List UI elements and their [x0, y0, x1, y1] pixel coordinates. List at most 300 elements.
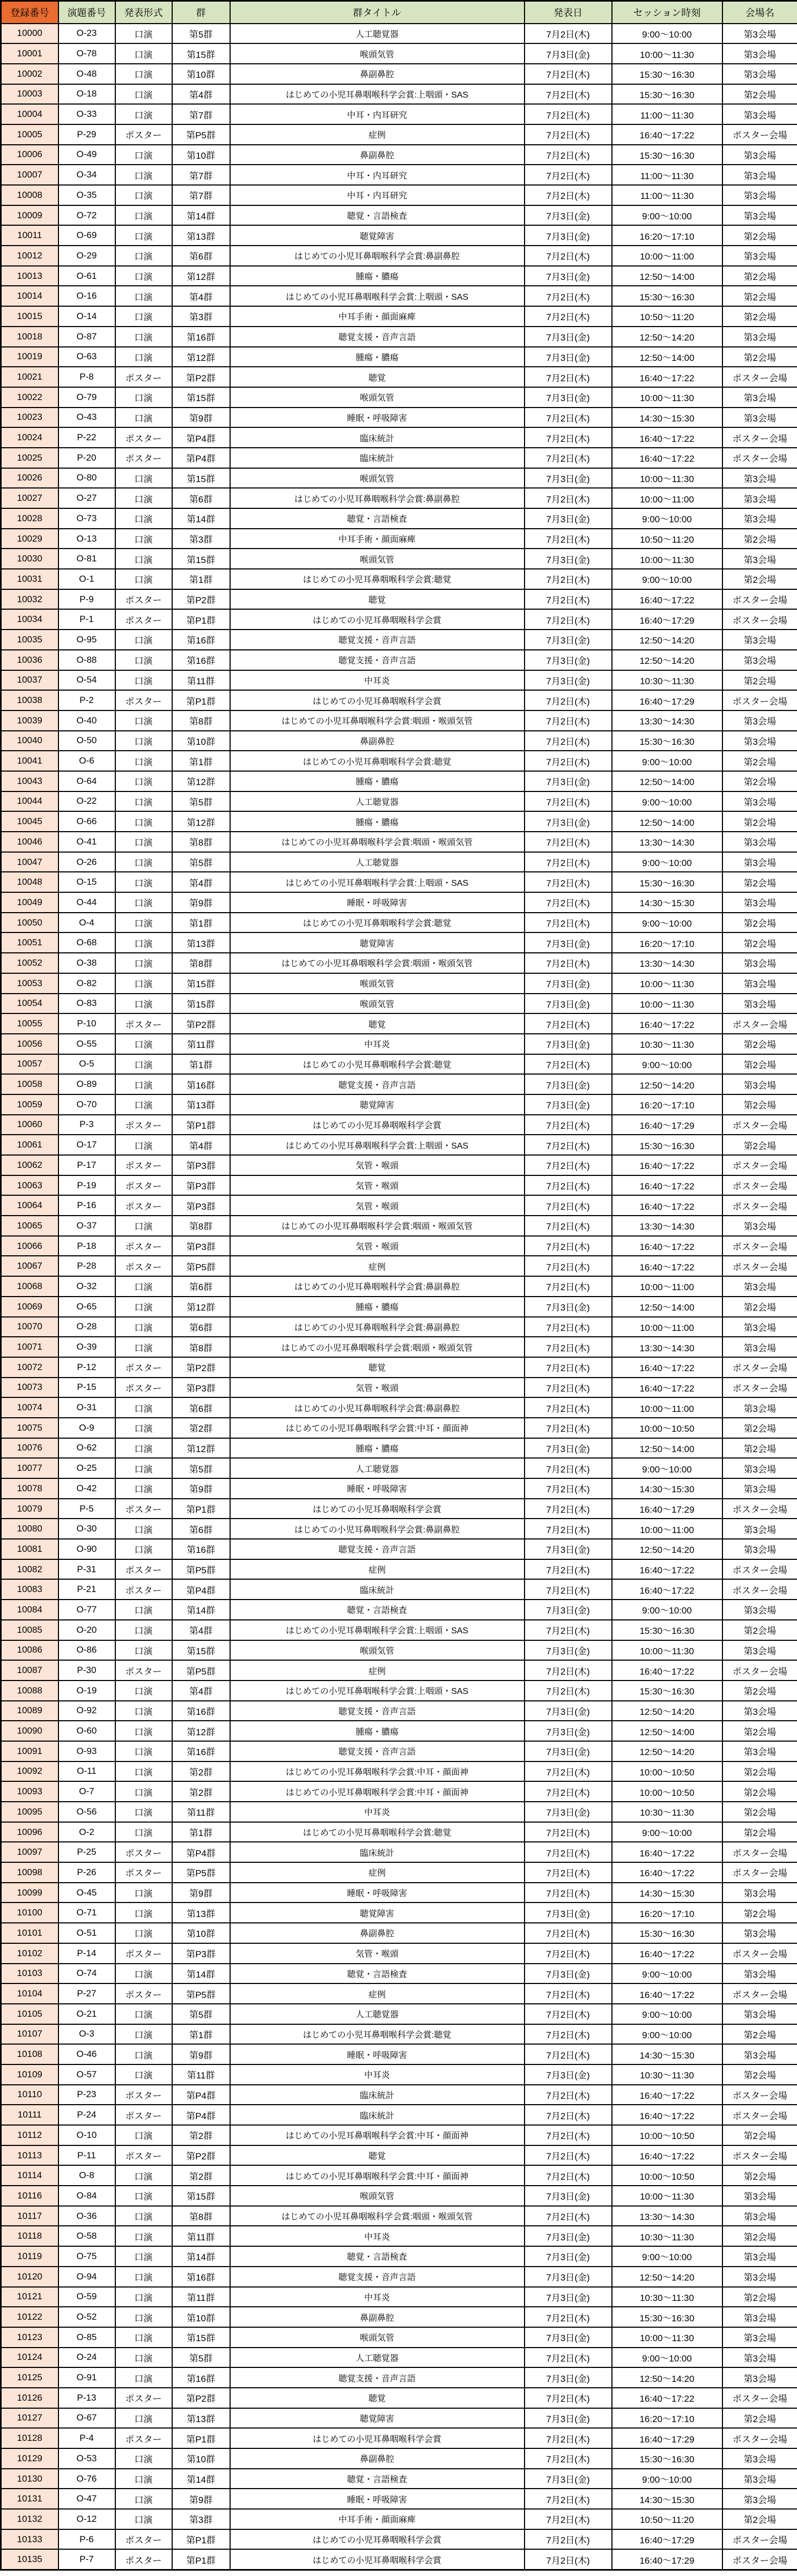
group-title-cell: はじめての小児耳鼻咽喉科学会賞: [230, 690, 525, 710]
session-time-cell: 15:30～16:30: [612, 64, 722, 84]
column-header-presentation-format: 発表形式: [115, 1, 172, 24]
date-cell: 7月2日(木): [525, 1378, 612, 1398]
venue-cell: 第2会場: [722, 1135, 797, 1155]
group-cell: 第P1群: [172, 2549, 230, 2570]
format-cell: 口演: [115, 1640, 172, 1661]
venue-cell: ポスター会場: [722, 690, 797, 710]
format-cell: 口演: [115, 2509, 172, 2529]
group-title-cell: はじめての小児耳鼻咽喉科学会賞:中耳・顔面神: [230, 1781, 525, 1802]
group-title-cell: 中耳炎: [230, 2064, 525, 2085]
format-cell: 口演: [115, 1438, 172, 1459]
venue-cell: 第3会場: [722, 104, 797, 124]
group-cell: 第P4群: [172, 2085, 230, 2105]
registration-number-cell: 10120: [1, 2267, 58, 2287]
registration-number-cell: 10061: [1, 1135, 58, 1155]
group-cell: 第15群: [172, 994, 230, 1014]
presentation-number-cell: O-1: [58, 569, 115, 589]
registration-number-cell: 10054: [1, 994, 58, 1014]
session-time-cell: 10:00～11:30: [612, 2327, 722, 2348]
table-row: [1, 1559, 797, 1580]
session-time-cell: 15:30～16:30: [612, 731, 722, 751]
presentation-number-cell: O-52: [58, 2307, 115, 2327]
venue-cell: 第3会場: [722, 953, 797, 973]
presentation-number-cell: O-51: [58, 1923, 115, 1943]
format-cell: ポスター: [115, 2549, 172, 2570]
session-time-cell: 10:50～11:20: [612, 2509, 722, 2529]
format-cell: 口演: [115, 2064, 172, 2085]
date-cell: 7月3日(金): [525, 2327, 612, 2348]
presentation-number-cell: O-71: [58, 1903, 115, 1923]
session-time-cell: 13:30～14:30: [612, 710, 722, 731]
group-title-cell: 腫瘍・膿瘍: [230, 347, 525, 367]
date-cell: 7月2日(木): [525, 2125, 612, 2145]
table-row: [1, 892, 797, 913]
presentation-number-cell: O-10: [58, 2125, 115, 2145]
registration-number-cell: 10046: [1, 832, 58, 852]
presentation-number-cell: P-7: [58, 2549, 115, 2570]
group-cell: 第4群: [172, 1135, 230, 1155]
date-cell: 7月3日(金): [525, 387, 612, 408]
date-cell: 7月2日(木): [525, 2165, 612, 2186]
session-time-cell: 12:50～14:00: [612, 1438, 722, 1459]
venue-cell: ポスター会場: [722, 589, 797, 610]
date-cell: 7月3日(金): [525, 994, 612, 1014]
group-cell: 第P5群: [172, 124, 230, 145]
registration-number-cell: 10066: [1, 1236, 58, 1256]
venue-cell: 第3会場: [722, 43, 797, 64]
group-cell: 第6群: [172, 1276, 230, 1297]
group-cell: 第P1群: [172, 2428, 230, 2448]
registration-number-cell: 10083: [1, 1579, 58, 1600]
format-cell: 口演: [115, 892, 172, 913]
session-time-cell: 16:40～17:22: [612, 2085, 722, 2105]
table-row: [1, 589, 797, 610]
group-cell: 第10群: [172, 2307, 230, 2327]
venue-cell: 第3会場: [722, 892, 797, 913]
table-row: [1, 2469, 797, 2489]
session-time-cell: 14:30～15:30: [612, 1883, 722, 1903]
registration-number-cell: 10100: [1, 1903, 58, 1923]
group-title-cell: 腫瘍・膿瘍: [230, 1438, 525, 1459]
registration-number-cell: 10062: [1, 1155, 58, 1175]
group-cell: 第1群: [172, 751, 230, 771]
group-title-cell: 聴覚障害: [230, 932, 525, 953]
venue-cell: ポスター会場: [722, 2145, 797, 2166]
presentation-number-cell: O-32: [58, 1276, 115, 1297]
date-cell: 7月2日(木): [525, 1761, 612, 1782]
presentation-number-cell: P-16: [58, 1195, 115, 1216]
group-cell: 第5群: [172, 2004, 230, 2024]
group-title-cell: 中耳・内耳研究: [230, 185, 525, 205]
date-cell: 7月2日(木): [525, 1195, 612, 1216]
registration-number-cell: 10097: [1, 1842, 58, 1862]
date-cell: 7月2日(木): [525, 1357, 612, 1378]
venue-cell: 第3会場: [722, 165, 797, 185]
date-cell: 7月3日(金): [525, 1094, 612, 1115]
group-title-cell: はじめての小児耳鼻咽喉科学会賞:中耳・顔面神: [230, 2165, 525, 2186]
group-cell: 第12群: [172, 347, 230, 367]
format-cell: 口演: [115, 932, 172, 953]
registration-number-cell: 10095: [1, 1802, 58, 1822]
group-title-cell: はじめての小児耳鼻咽喉科学会賞:咽頭・喉頭気管: [230, 832, 525, 852]
venue-cell: ポスター会場: [722, 2428, 797, 2448]
session-time-cell: 10:30～11:30: [612, 1034, 722, 1054]
format-cell: ポスター: [115, 1256, 172, 1276]
table-row: [1, 2549, 797, 2570]
group-cell: 第14群: [172, 1600, 230, 1620]
registration-number-cell: 10079: [1, 1499, 58, 1519]
venue-cell: 第3会場: [722, 2489, 797, 2509]
table-row: [1, 1216, 797, 1236]
date-cell: 7月2日(木): [525, 488, 612, 508]
date-cell: 7月2日(木): [525, 84, 612, 105]
group-title-cell: 人工聴覚器: [230, 2348, 525, 2368]
group-cell: 第11群: [172, 1034, 230, 1054]
table-row: [1, 2367, 797, 2388]
presentation-number-cell: O-55: [58, 1034, 115, 1054]
registration-number-cell: 10075: [1, 1418, 58, 1438]
date-cell: 7月2日(木): [525, 1499, 612, 1519]
registration-number-cell: 10040: [1, 731, 58, 751]
group-title-cell: はじめての小児耳鼻咽喉科学会賞:聴覚: [230, 1054, 525, 1075]
venue-cell: 第3会場: [722, 1397, 797, 1418]
presentation-number-cell: O-78: [58, 43, 115, 64]
presentation-number-cell: P-28: [58, 1256, 115, 1276]
venue-cell: 第3会場: [722, 205, 797, 226]
date-cell: 7月2日(木): [525, 1236, 612, 1256]
venue-cell: 第3会場: [722, 2307, 797, 2327]
group-title-cell: 中耳炎: [230, 2287, 525, 2307]
group-title-cell: 聴覚支援・音声言語: [230, 1539, 525, 1559]
session-time-cell: 16:40～17:22: [612, 2145, 722, 2166]
table-row: [1, 1337, 797, 1357]
presentation-number-cell: O-86: [58, 1640, 115, 1661]
presentation-number-cell: O-8: [58, 2165, 115, 2186]
date-cell: 7月2日(木): [525, 953, 612, 973]
date-cell: 7月2日(木): [525, 286, 612, 306]
date-cell: 7月2日(木): [525, 124, 612, 145]
date-cell: 7月3日(金): [525, 1438, 612, 1459]
session-time-cell: 16:40～17:22: [612, 124, 722, 145]
venue-cell: 第2会場: [722, 306, 797, 327]
format-cell: 口演: [115, 266, 172, 286]
format-cell: 口演: [115, 1054, 172, 1075]
session-time-cell: 16:40～17:29: [612, 609, 722, 630]
group-title-cell: 聴覚障害: [230, 1903, 525, 1923]
venue-cell: ポスター会場: [722, 1842, 797, 1862]
date-cell: 7月2日(木): [525, 165, 612, 185]
session-time-cell: 10:00～11:30: [612, 1640, 722, 1661]
session-time-cell: 9:00～10:00: [612, 1458, 722, 1478]
group-cell: 第6群: [172, 246, 230, 266]
format-cell: 口演: [115, 1135, 172, 1155]
table-row: [1, 1195, 797, 1216]
session-time-cell: 12:50～14:20: [612, 1539, 722, 1559]
registration-number-cell: 10021: [1, 367, 58, 387]
venue-cell: 第3会場: [722, 630, 797, 650]
group-cell: 第13群: [172, 1903, 230, 1923]
table-row: [1, 1883, 797, 1903]
date-cell: 7月2日(木): [525, 1822, 612, 1842]
column-header-group: 群: [172, 1, 230, 24]
presentation-number-cell: O-12: [58, 2509, 115, 2529]
session-time-cell: 10:50～11:20: [612, 529, 722, 549]
session-time-cell: 10:00～11:30: [612, 994, 722, 1014]
registration-number-cell: 10116: [1, 2186, 58, 2206]
group-cell: 第P3群: [172, 1195, 230, 1216]
date-cell: 7月3日(金): [525, 973, 612, 994]
presentation-number-cell: O-69: [58, 225, 115, 246]
presentation-number-cell: O-94: [58, 2267, 115, 2287]
date-cell: 7月2日(木): [525, 1216, 612, 1236]
date-cell: 7月3日(金): [525, 2246, 612, 2267]
date-cell: 7月3日(金): [525, 347, 612, 367]
registration-number-cell: 10131: [1, 2489, 58, 2509]
group-cell: 第5群: [172, 791, 230, 812]
format-cell: 口演: [115, 43, 172, 64]
session-time-cell: 12:50～14:20: [612, 650, 722, 670]
date-cell: 7月2日(木): [525, 1862, 612, 1883]
registration-number-cell: 10055: [1, 1013, 58, 1034]
format-cell: 口演: [115, 2165, 172, 2186]
registration-number-cell: 10099: [1, 1883, 58, 1903]
presentation-number-cell: O-27: [58, 488, 115, 508]
group-cell: 第P4群: [172, 2105, 230, 2125]
group-title-cell: 気管・喉頭: [230, 1236, 525, 1256]
venue-cell: 第3会場: [722, 185, 797, 205]
registration-number-cell: 10135: [1, 2549, 58, 2570]
format-cell: 口演: [115, 1721, 172, 1741]
group-title-cell: 喉頭気管: [230, 1640, 525, 1661]
group-cell: 第5群: [172, 24, 230, 44]
venue-cell: ポスター会場: [722, 1256, 797, 1276]
group-title-cell: 人工聴覚器: [230, 24, 525, 44]
registration-number-cell: 10036: [1, 650, 58, 670]
date-cell: 7月2日(木): [525, 145, 612, 165]
date-cell: 7月2日(木): [525, 1660, 612, 1681]
venue-cell: ポスター会場: [722, 2549, 797, 2570]
date-cell: 7月3日(金): [525, 1903, 612, 1923]
group-title-cell: 喉頭気管: [230, 549, 525, 569]
table-row: [1, 1620, 797, 1640]
presentation-number-cell: O-18: [58, 84, 115, 105]
group-cell: 第11群: [172, 2226, 230, 2246]
group-cell: 第10群: [172, 145, 230, 165]
table-row: [1, 832, 797, 852]
group-cell: 第9群: [172, 892, 230, 913]
table-row: [1, 165, 797, 185]
group-title-cell: 臨床統計: [230, 2085, 525, 2105]
table-row: [1, 2428, 797, 2448]
group-cell: 第9群: [172, 1883, 230, 1903]
group-title-cell: 人工聴覚器: [230, 791, 525, 812]
date-cell: 7月3日(金): [525, 1539, 612, 1559]
group-title-cell: 中耳炎: [230, 1034, 525, 1054]
table-row: [1, 1741, 797, 1761]
format-cell: 口演: [115, 1478, 172, 1499]
registration-number-cell: 10013: [1, 266, 58, 286]
registration-number-cell: 10052: [1, 953, 58, 973]
group-title-cell: 腫瘍・膿瘍: [230, 1721, 525, 1741]
presentation-number-cell: O-66: [58, 811, 115, 832]
venue-cell: 第2会場: [722, 286, 797, 306]
group-title-cell: はじめての小児耳鼻咽喉科学会賞:聴覚: [230, 2024, 525, 2045]
session-time-cell: 16:40～17:22: [612, 1579, 722, 1600]
group-cell: 第14群: [172, 2469, 230, 2489]
presentation-number-cell: O-92: [58, 1701, 115, 1721]
presentation-number-cell: O-77: [58, 1600, 115, 1620]
session-time-cell: 10:30～11:30: [612, 2287, 722, 2307]
group-cell: 第8群: [172, 1337, 230, 1357]
session-time-cell: 16:40～17:29: [612, 2529, 722, 2550]
format-cell: ポスター: [115, 1499, 172, 1519]
group-title-cell: はじめての小児耳鼻咽喉科学会賞: [230, 609, 525, 630]
format-cell: 口演: [115, 731, 172, 751]
registration-number-cell: 10032: [1, 589, 58, 610]
date-cell: 7月2日(木): [525, 892, 612, 913]
date-cell: 7月3日(金): [525, 266, 612, 286]
registration-number-cell: 10002: [1, 64, 58, 84]
group-title-cell: 聴覚・言語検査: [230, 1600, 525, 1620]
group-cell: 第8群: [172, 2206, 230, 2226]
session-time-cell: 10:00～11:30: [612, 973, 722, 994]
date-cell: 7月3日(金): [525, 2267, 612, 2287]
group-cell: 第15群: [172, 1640, 230, 1661]
table-row: [1, 64, 797, 84]
session-time-cell: 12:50～14:00: [612, 1721, 722, 1741]
date-cell: 7月3日(金): [525, 1721, 612, 1741]
session-time-cell: 16:40～17:22: [612, 1660, 722, 1681]
group-cell: 第16群: [172, 2267, 230, 2287]
venue-cell: 第3会場: [722, 852, 797, 872]
format-cell: ポスター: [115, 690, 172, 710]
presentation-number-cell: O-46: [58, 2044, 115, 2064]
session-time-cell: 10:00～11:30: [612, 549, 722, 569]
venue-cell: 第3会場: [722, 1519, 797, 1539]
presentation-number-cell: O-56: [58, 1802, 115, 1822]
session-time-cell: 9:00～10:00: [612, 2469, 722, 2489]
group-cell: 第11群: [172, 2064, 230, 2085]
registration-number-cell: 10108: [1, 2044, 58, 2064]
venue-cell: 第3会場: [722, 1701, 797, 1721]
format-cell: 口演: [115, 286, 172, 306]
venue-cell: 第3会場: [722, 246, 797, 266]
venue-cell: 第3会場: [722, 24, 797, 44]
venue-cell: 第2会場: [722, 1297, 797, 1317]
group-title-cell: 睡眠・呼吸障害: [230, 1883, 525, 1903]
date-cell: 7月3日(金): [525, 508, 612, 529]
table-row: [1, 569, 797, 589]
session-time-cell: 16:40～17:22: [612, 589, 722, 610]
registration-number-cell: 10008: [1, 185, 58, 205]
table-row: [1, 1276, 797, 1297]
session-time-cell: 10:00～11:30: [612, 43, 722, 64]
format-cell: 口演: [115, 2448, 172, 2469]
group-cell: 第10群: [172, 1923, 230, 1943]
registration-number-cell: 10005: [1, 124, 58, 145]
table-row: [1, 1499, 797, 1519]
group-title-cell: はじめての小児耳鼻咽喉科学会賞: [230, 2529, 525, 2550]
session-time-cell: 12:50～14:20: [612, 1701, 722, 1721]
date-cell: 7月2日(木): [525, 2004, 612, 2024]
session-time-cell: 16:40～17:22: [612, 1175, 722, 1196]
session-time-cell: 15:30～16:30: [612, 2448, 722, 2469]
group-title-cell: 聴覚・言語検査: [230, 508, 525, 529]
group-title-cell: 睡眠・呼吸障害: [230, 892, 525, 913]
date-cell: 7月2日(木): [525, 609, 612, 630]
presentation-number-cell: O-20: [58, 1620, 115, 1640]
group-title-cell: 人工聴覚器: [230, 2004, 525, 2024]
group-cell: 第14群: [172, 205, 230, 226]
date-cell: 7月2日(木): [525, 872, 612, 892]
session-time-cell: 12:50～14:00: [612, 811, 722, 832]
presentation-number-cell: O-64: [58, 771, 115, 791]
column-header-session-time: セッション時刻: [612, 1, 722, 24]
group-cell: 第11群: [172, 1802, 230, 1822]
table-row: [1, 630, 797, 650]
presentation-number-cell: P-27: [58, 1983, 115, 2004]
table-row: [1, 427, 797, 448]
format-cell: 口演: [115, 2307, 172, 2327]
venue-cell: 第2会場: [722, 347, 797, 367]
session-time-cell: 9:00～10:00: [612, 2348, 722, 2368]
session-time-cell: 12:50～14:00: [612, 347, 722, 367]
session-time-cell: 16:40～17:22: [612, 1013, 722, 1034]
presentation-number-cell: O-24: [58, 2348, 115, 2368]
registration-number-cell: 10070: [1, 1317, 58, 1337]
group-title-cell: はじめての小児耳鼻咽喉科学会賞:鼻副鼻腔: [230, 246, 525, 266]
format-cell: 口演: [115, 1074, 172, 1094]
registration-number-cell: 10038: [1, 690, 58, 710]
date-cell: 7月3日(金): [525, 2408, 612, 2429]
date-cell: 7月2日(木): [525, 690, 612, 710]
session-time-cell: 9:00～10:00: [612, 508, 722, 529]
registration-number-cell: 10088: [1, 1681, 58, 1701]
registration-number-cell: 10078: [1, 1478, 58, 1499]
registration-number-cell: 10027: [1, 488, 58, 508]
venue-cell: ポスター会場: [722, 2085, 797, 2105]
venue-cell: 第2会場: [722, 1094, 797, 1115]
registration-number-cell: 10077: [1, 1458, 58, 1478]
table-row: [1, 24, 797, 44]
session-time-cell: 14:30～15:30: [612, 892, 722, 913]
date-cell: 7月2日(木): [525, 1983, 612, 2004]
presentation-number-cell: O-19: [58, 1681, 115, 1701]
presentation-number-cell: O-31: [58, 1397, 115, 1418]
session-time-cell: 12:50～14:20: [612, 1074, 722, 1094]
registration-number-cell: 10056: [1, 1034, 58, 1054]
date-cell: 7月3日(金): [525, 811, 612, 832]
presentation-number-cell: O-57: [58, 2064, 115, 2085]
table-row: [1, 2448, 797, 2469]
session-time-cell: 12:50～14:00: [612, 1297, 722, 1317]
table-row: [1, 327, 797, 347]
presentation-number-cell: O-95: [58, 630, 115, 650]
presentation-number-cell: P-1: [58, 609, 115, 630]
group-cell: 第4群: [172, 1681, 230, 1701]
group-title-cell: 中耳手術・顔面麻痺: [230, 2509, 525, 2529]
table-row: [1, 1175, 797, 1196]
date-cell: 7月2日(木): [525, 24, 612, 44]
group-cell: 第P5群: [172, 1983, 230, 2004]
table-row: [1, 791, 797, 812]
session-time-cell: 16:40～17:22: [612, 448, 722, 468]
presentation-number-cell: P-8: [58, 367, 115, 387]
table-row: [1, 751, 797, 771]
format-cell: 口演: [115, 670, 172, 691]
presentation-number-cell: O-29: [58, 246, 115, 266]
registration-number-cell: 10103: [1, 1964, 58, 1984]
